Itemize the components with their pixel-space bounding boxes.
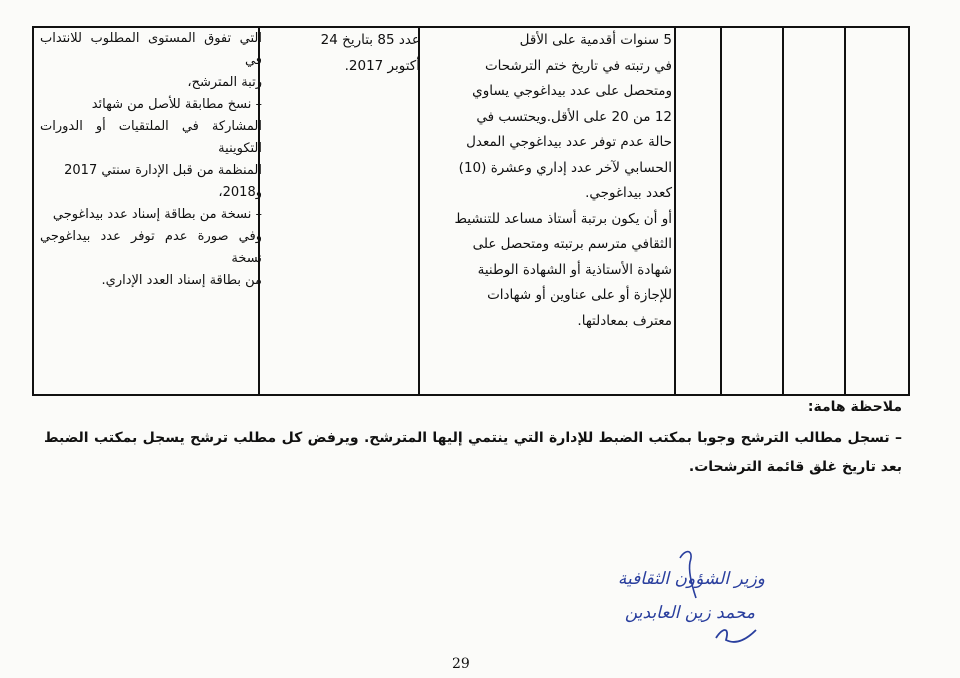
- eligibility-line: الثقافي مترسم برتبته ومتحصل على: [472, 236, 672, 252]
- decree-line: أكتوبر 2017.: [344, 57, 420, 74]
- documents-cell: [40, 28, 262, 292]
- documents-line: – نسخة من بطاقة إسناد عدد بيداغوجي: [52, 207, 262, 222]
- eligibility-line: حالة عدم توفر عدد بيداغوجي المعدل: [466, 134, 672, 150]
- eligibility-line: للإجازة أو على عناوين أو شهادات: [487, 287, 672, 303]
- note-body: – تسجل مطالب الترشح وجوبا بمكتب الضبط للإدارة التي ينتمي إليها المترشح. ويرفض كل مطلب ترشح يسجل بمكتب الضبط بعد تاريخ غلق قائمة الترشحات.: [44, 430, 902, 475]
- table-divider: [674, 28, 676, 394]
- documents-line: المشاركة في الملتقيات أو الدورات التكوينية: [40, 119, 262, 156]
- documents-line: من بطاقة إسناد العدد الإداري.: [101, 273, 262, 288]
- documents-line: وفي صورة عدم توفر عدد بيداغوجي نسخة: [40, 229, 262, 266]
- signature-title: وزير الشؤون الثقافية: [617, 569, 765, 589]
- eligibility-line: في رتبته في تاريخ ختم الترشحات: [484, 57, 672, 74]
- table-divider: [844, 28, 846, 394]
- documents-line: و2018،: [218, 185, 262, 200]
- signature-stroke: [716, 630, 756, 642]
- eligibility-line: أو أن يكون برتبة أستاذ مساعد للتنشيط: [454, 210, 672, 227]
- decree-cell: [264, 28, 420, 79]
- table-divider: [418, 28, 420, 394]
- eligibility-cell: [424, 28, 672, 334]
- table-divider: [720, 28, 722, 394]
- note-title: ملاحظة هامة:: [807, 399, 902, 415]
- page-number: 29: [452, 656, 470, 672]
- signature-name: محمد زين العابدين: [624, 603, 755, 623]
- documents-line: – نسخ مطابقة للأصل من شهائد: [91, 97, 262, 112]
- eligibility-line: شهادة الأستاذية أو الشهادة الوطنية: [477, 261, 672, 278]
- decree-line: عدد 85 بتاريخ 24: [320, 32, 420, 48]
- documents-line: التي تفوق المستوى المطلوب للانتداب في: [40, 31, 262, 68]
- documents-line: رتبة المترشح،: [187, 75, 262, 90]
- table-divider: [782, 28, 784, 394]
- requirements-table: [32, 26, 910, 396]
- minister-signature: [560, 546, 780, 656]
- eligibility-line: الحسابي لآخر عدد إداري وعشرة (10): [458, 159, 672, 176]
- eligibility-line: 5 سنوات أقدمية على الأقل: [519, 32, 672, 48]
- eligibility-line: كعدد بيداغوجي.: [585, 185, 672, 201]
- eligibility-line: ومتحصل على عدد بيداغوجي يساوي: [472, 83, 672, 99]
- eligibility-line: معترف بمعادلتها.: [577, 312, 672, 329]
- eligibility-line: 12 من 20 على الأقل.ويحتسب في: [476, 108, 672, 125]
- documents-line: المنظمة من قبل الإدارة سنتي 2017: [64, 163, 262, 178]
